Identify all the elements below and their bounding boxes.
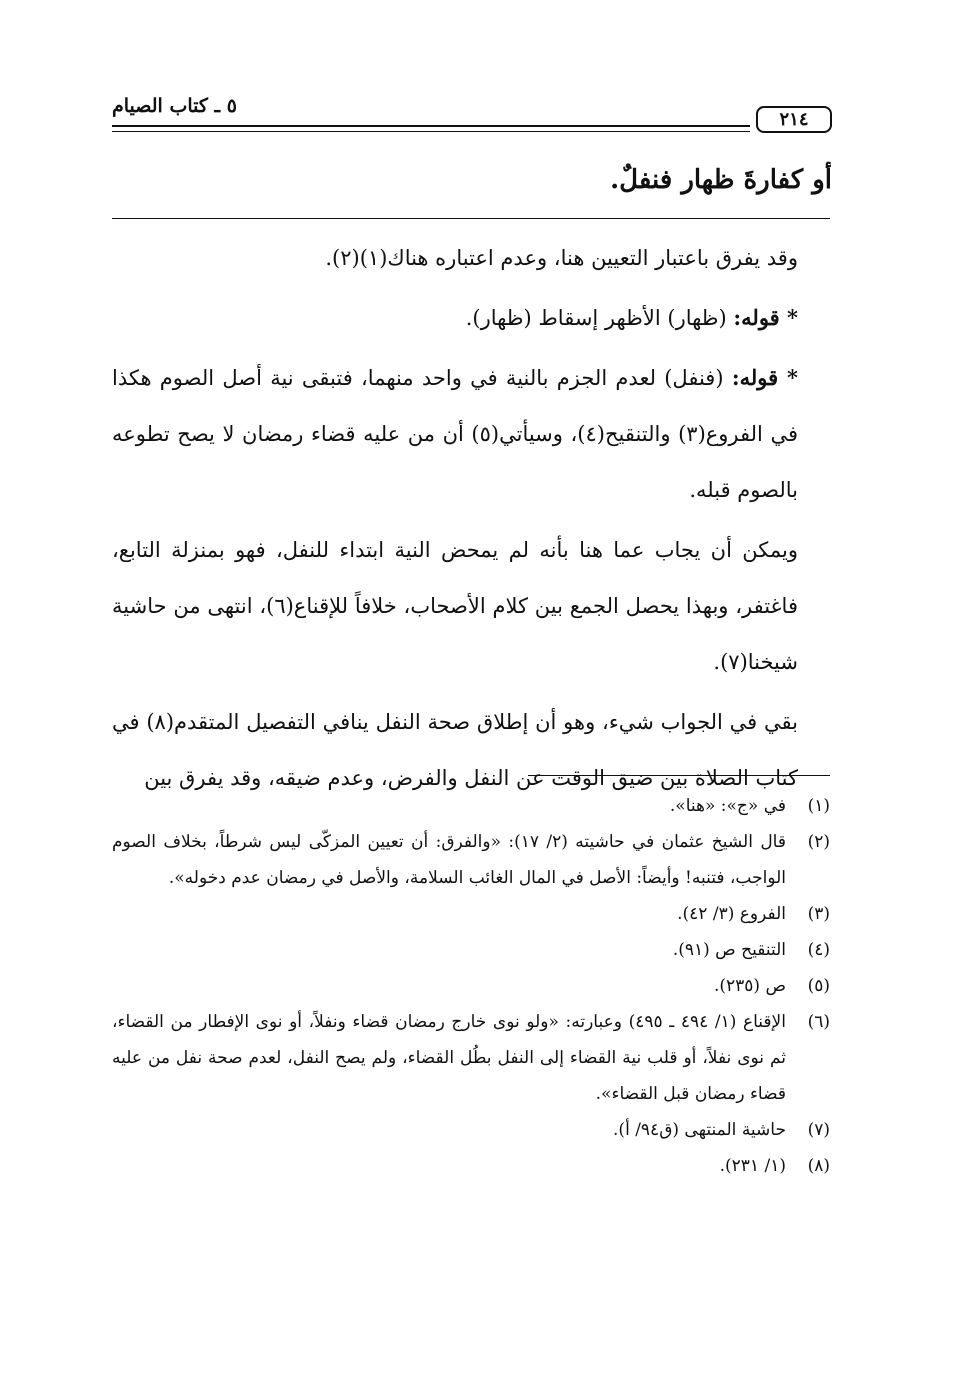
footnote-item (112, 788, 830, 824)
footnote-text: التنقيح ص (٩١). (672, 940, 786, 960)
footnote-text: (١/ ٢٣١). (719, 1156, 786, 1176)
footnote-number: (١) (807, 796, 830, 816)
footnote-number: (٧) (807, 1120, 830, 1140)
matn-divider (112, 218, 830, 219)
page-number: ٢١٤ (756, 106, 832, 133)
footnote-number: (٥) (807, 976, 830, 996)
footnote-text: قال الشيخ عثمان في حاشيته (٢/ ١٧): «والفرق: أن تعيين المزكّى ليس شرطاً، بخلاف الصوم الواجب، فتنبه! وأيضاً: الأصل في المال الغائب السلامة، والأصل في رمضان عدم دخوله». (112, 832, 786, 888)
paragraph-1: وقد يفرق باعتبار التعيين هنا، وعدم اعتباره هناك(١)(٢). (325, 246, 798, 270)
running-title: ٥ ـ كتاب الصيام (112, 95, 237, 117)
footnote-number: (٢) (807, 832, 830, 852)
footnote-text: في «ج»: «هنا». (669, 796, 786, 816)
paragraph-2-label: * قوله: (733, 305, 798, 330)
paragraph-2 (112, 290, 798, 346)
footnote-text: حاشية المنتهى (ق٩٤/ أ). (613, 1120, 786, 1140)
footnote-divider (528, 775, 830, 776)
footnote-item (112, 932, 830, 968)
paragraph-3-label: * قوله: (731, 365, 798, 390)
paragraph-3-text: (فنفل) لعدم الجزم بالنية في واحد منهما، فتبقى نية أصل الصوم هكذا في الفروع(٣) والتنقيح(٤)، وسيأتي(٥) أن من عليه قضاء رمضان لا يصح تطوعه بالصوم قبله. (112, 366, 798, 502)
footnote-item (112, 896, 830, 932)
footnote-text: الفروع (٣/ ٤٢). (677, 904, 786, 924)
footnote-number: (٨) (807, 1156, 830, 1176)
commentary-body (112, 230, 830, 810)
matn-text: أو كفارةَ ظهار فنفلٌ. (610, 165, 832, 195)
footnote-number: (٤) (807, 940, 830, 960)
paragraph-2-text: (ظهار) الأظهر إسقاط (ظهار). (465, 306, 727, 330)
footnote-item (112, 1004, 830, 1112)
footnote-item (112, 1148, 830, 1184)
footnotes (112, 788, 830, 1184)
paragraph-4: ويمكن أن يجاب عما هنا بأنه لم يمحض النية ابتداء للنفل، فهو بمنزلة التابع، فاغتفر، وبهذا يحصل الجمع بين كلام الأصحاب، خلافاً للإقناع(٦)، انتهى من حاشية شيخنا(٧). (112, 538, 798, 674)
header-rule (112, 125, 750, 132)
footnote-item (112, 824, 830, 896)
footnote-number: (٦) (807, 1012, 830, 1032)
paragraph-5: بقي في الجواب شيء، وهو أن إطلاق صحة النفل ينافي التفصيل المتقدم(٨) في كتاب الصلاة بين ضيق الوقت عن النفل والفرض، وعدم ضيقه، وقد يفرق بين (112, 710, 798, 790)
footnote-number: (٣) (807, 904, 830, 924)
page-header (112, 95, 832, 135)
paragraph-3 (112, 350, 798, 518)
footnote-item (112, 968, 830, 1004)
footnote-item (112, 1112, 830, 1148)
footnote-text: ص (٢٣٥). (713, 976, 786, 996)
footnote-text: الإقناع (١/ ٤٩٤ ـ ٤٩٥) وعبارته: «ولو نوى خارج رمضان قضاء ونفلاً، أو نوى الإفطار من القضاء، ثم نوى نفلاً، أو قلب نية القضاء إلى النفل بطُل القضاء، ولم يصح النفل، لعدم صحة نفل من عليه قضاء رمضان قبل القضاء». (112, 1012, 786, 1104)
